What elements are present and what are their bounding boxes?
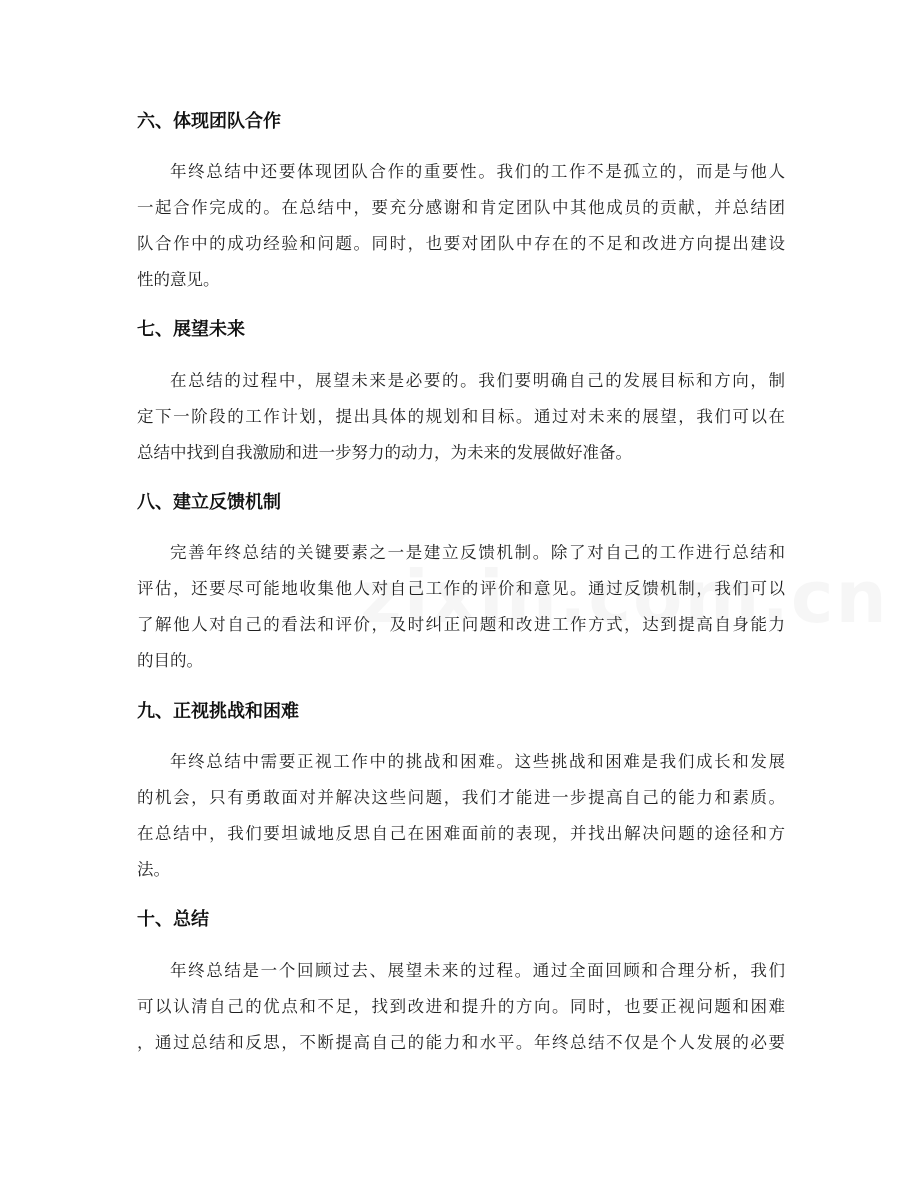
paragraph-line: 了解他人对自己的看法和评价，及时纠正问题和改进工作方式，达到提高自身能力 xyxy=(137,615,785,634)
paragraph-line: 法。 xyxy=(137,860,170,879)
paragraph-line: 性的意见。 xyxy=(137,270,220,289)
section-heading: 七、展望未来 xyxy=(137,319,245,340)
paragraph-line: 的目的。 xyxy=(137,651,203,670)
paragraph-line: 可以认清自己的优点和不足，找到改进和提升的方向。同时，也要正视问题和困难 xyxy=(137,997,785,1016)
paragraph-line: 定下一阶段的工作计划，提出具体的规划和目标。通过对未来的展望，我们可以在 xyxy=(137,407,785,426)
paragraph-line: 一起合作完成的。在总结中，要充分感谢和肯定团队中其他成员的贡献，并总结团 xyxy=(137,198,785,217)
section-heading: 八、建立反馈机制 xyxy=(137,492,281,513)
paragraph-line: 队合作中的成功经验和问题。同时，也要对团队中存在的不足和改进方向提出建设 xyxy=(137,234,785,253)
paragraph-line: 年终总结中还要体现团队合作的重要性。我们的工作不是孤立的，而是与他人 xyxy=(170,162,785,181)
paragraph-line: 在总结的过程中，展望未来是必要的。我们要明确自己的发展目标和方向，制 xyxy=(170,371,785,390)
paragraph-line: 年终总结中需要正视工作中的挑战和困难。这些挑战和困难是我们成长和发展 xyxy=(170,752,785,771)
paragraph-line: 的机会，只有勇敢面对并解决这些问题，我们才能进一步提高自己的能力和素质。 xyxy=(137,788,785,807)
section-heading: 六、体现团队合作 xyxy=(137,111,281,132)
paragraph-line: 完善年终总结的关键要素之一是建立反馈机制。除了对自己的工作进行总结和 xyxy=(170,543,785,562)
section-heading: 九、正视挑战和困难 xyxy=(137,701,299,722)
section-heading: 十、总结 xyxy=(137,909,209,930)
paragraph-line: 评估，还要尽可能地收集他人对自己工作的评价和意见。通过反馈机制，我们可以 xyxy=(137,579,785,598)
paragraph-line: 年终总结是一个回顾过去、展望未来的过程。通过全面回顾和合理分析，我们 xyxy=(170,961,785,980)
paragraph-line: 总结中找到自我激励和进一步努力的动力，为未来的发展做好准备。 xyxy=(137,443,632,462)
paragraph-line: 在总结中，我们要坦诚地反思自己在困难面前的表现，并找出解决问题的途径和方 xyxy=(137,824,785,843)
paragraph-line: ，通过总结和反思，不断提高自己的能力和水平。年终总结不仅是个人发展的必要 xyxy=(137,1033,785,1052)
